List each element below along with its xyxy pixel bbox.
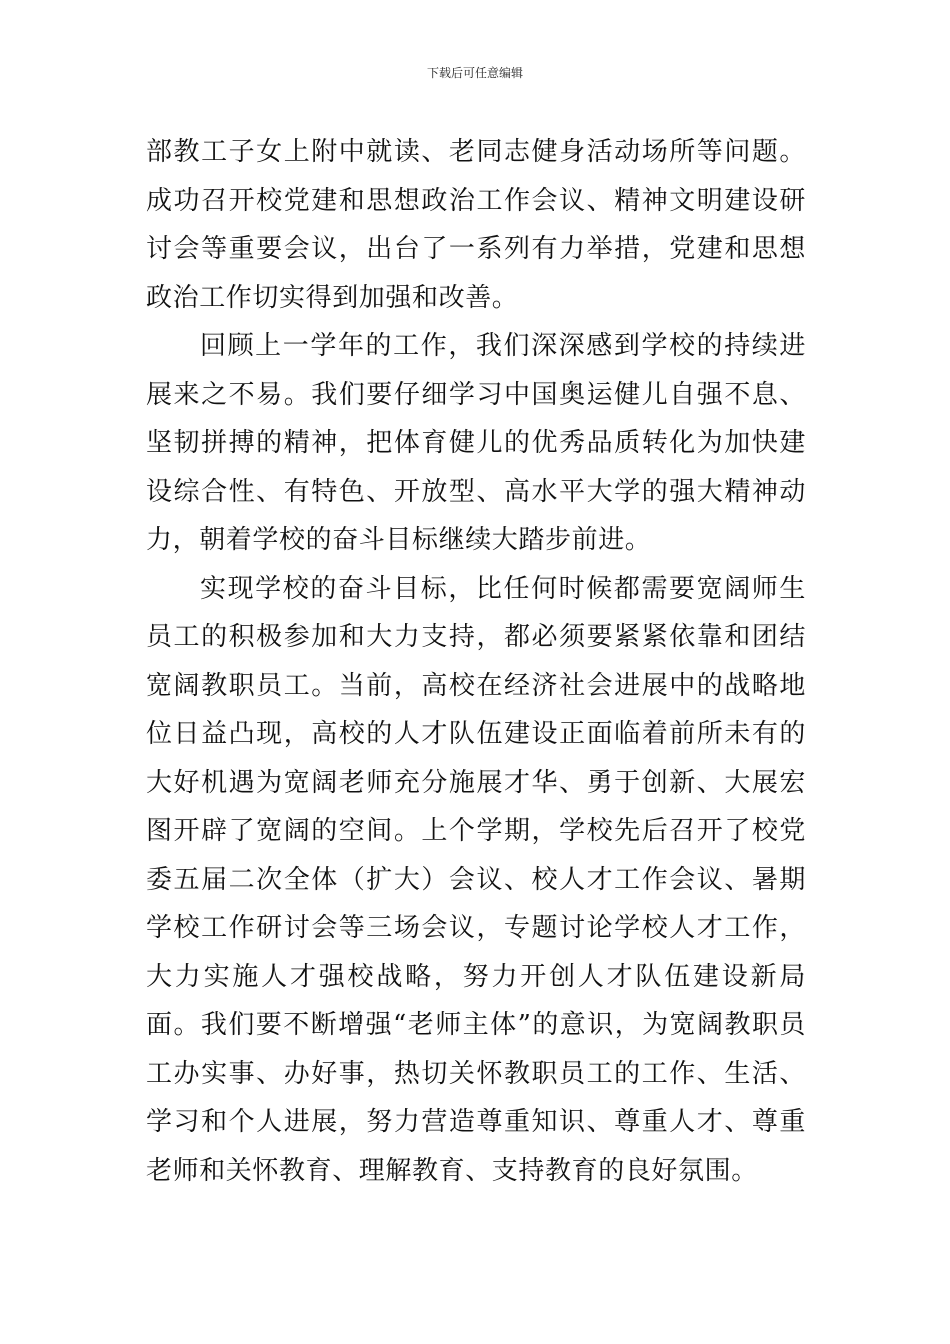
paragraph-2: 回顾上一学年的工作，我们深深感到学校的持续进展来之不易。我们要仔细学习中国奥运健儿自强不息、坚韧拼搏的精神，把体育健儿的优秀品质转化为加快建设综合性、有特色、开放型、高水平大学的强大精神动力，朝着学校的奋斗目标继续大踏步前进。	[146, 331, 806, 555]
paragraph-3: 实现学校的奋斗目标，比任何时候都需要宽阔师生员工的积极参加和大力支持，都必须要紧紧依靠和团结宽阔教职员工。当前，高校在经济社会进展中的战略地位日益凸现，高校的人才队伍建设正面临着前所未有的大好机遇为宽阔老师充分施展才华、勇于创新、大展宏图开辟了宽阔的空间。上个学期，学校先后召开了校党委五届二次全体（扩大）会议、校人才工作会议、暑期学校工作研讨会等三场会议，专题讨论学校人才工作，大力实施人才强校战略，努力开创人才队伍建设新局面。我们要不断增强“老师主体”的意识，为宽阔教职员工办实事、办好事，热切关怀教职员工的工作、生活、学习和个人进展，努力营造尊重知识、尊重人才、尊重老师和关怀教育、理解教育、支持教育的良好氛围。	[146, 573, 806, 1186]
paragraph-1: 部教工子女上附中就读、老同志健身活动场所等问题。成功召开校党建和思想政治工作会议、精神文明建设研讨会等重要会议，出台了一系列有力举措，党建和思想政治工作切实得到加强和改善。	[146, 137, 806, 313]
document-body	[146, 128, 806, 1195]
page-header: 下载后可任意编辑	[426, 66, 523, 80]
